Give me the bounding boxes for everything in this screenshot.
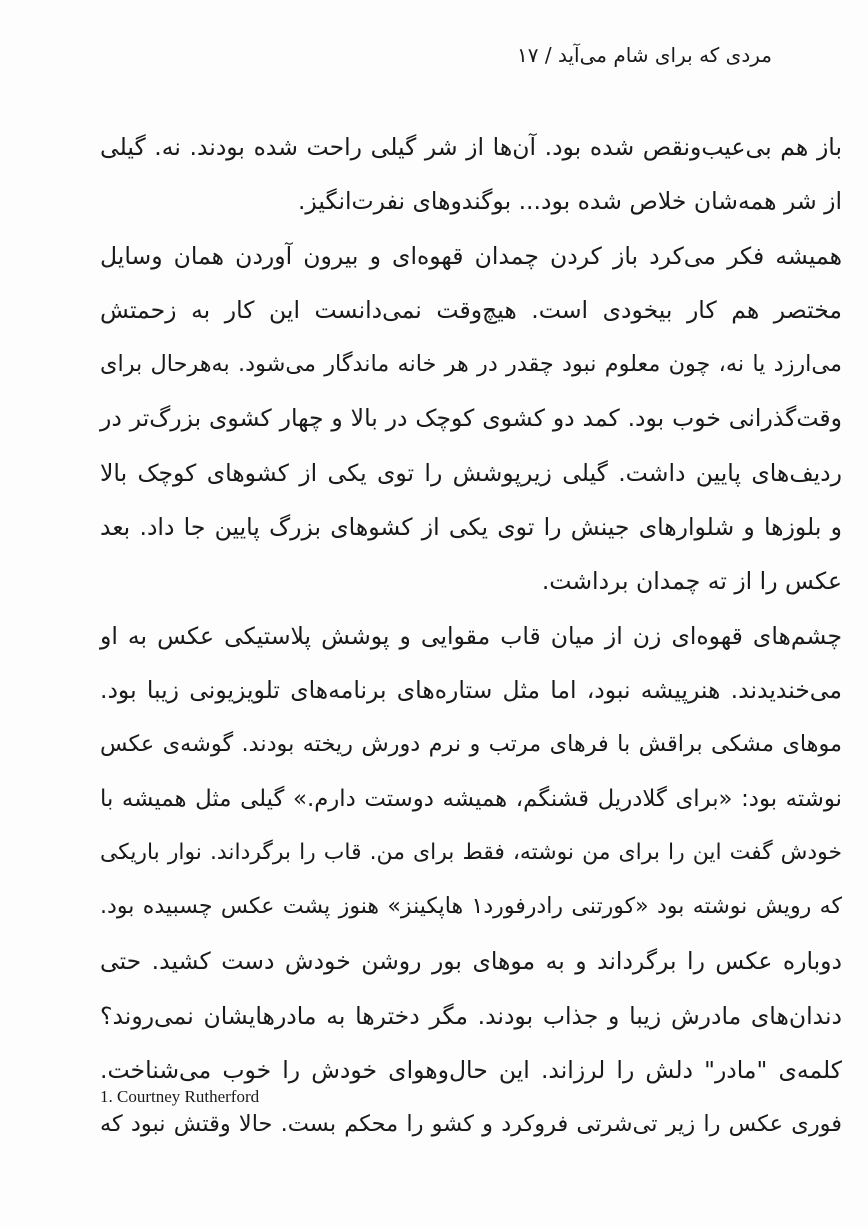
- footnote: 1. Courtney Rutherford: [100, 1087, 260, 1106]
- text-line: می‌خندیدند. هنرپیشه نبود، اما مثل ستاره‌های برنامه‌های تلویزیونی زیبا بود.: [100, 675, 842, 704]
- text-line: و بلوزها و شلوارهای جینش را توی یکی از کشوهای بزرگ پایین جا داد. بعد: [100, 513, 842, 542]
- body-text: [100, 120, 842, 1152]
- text-line: کلمه‌ی "مادر" دلش را لرزاند. این حال‌وهوای خودش را خوب می‌شناخت.: [100, 1056, 842, 1085]
- running-head: مردی که برای شام می‌آید / ۱۷: [517, 43, 772, 67]
- text-line: می‌ارزد یا نه، چون معلوم نبود چقدر در هر خانه ماندگار می‌شود. به‌هرحال برای: [100, 351, 842, 378]
- text-line: از شر همه‌شان خلاص شده بود... بوگندوهای نفرت‌انگیز.: [297, 187, 842, 216]
- text-line: خودش گفت این را برای من نوشته، فقط برای من. قاب را برگرداند. نوار باریکی: [100, 839, 842, 865]
- text-line: موهای مشکی براقش با فرهای مرتب و نرم دورش ریخته بودند. گوشه‌ی عکس: [100, 731, 842, 758]
- text-line: نوشته بود: «برای گلادریل قشنگم، همیشه دوستت دارم.» گیلی مثل همیشه با: [100, 785, 842, 812]
- text-line: مختصر هم کار بیخودی است. هیچ‌وقت نمی‌دانست این کار به زحمتش: [100, 295, 842, 324]
- text-line: ردیف‌های پایین داشت. گیلی زیرپوشش را توی یکی از کشوهای کوچک بالا: [100, 458, 842, 487]
- text-line: باز هم بی‌عیب‌ونقص شده بود. آن‌ها از شر گیلی راحت شده بودند. نه. گیلی: [100, 133, 842, 161]
- text-line: چشم‌های قهوه‌ای زن از میان قاب مقوایی و پوشش پلاستیکی عکس به او: [100, 621, 842, 650]
- text-line: وقت‌گذرانی خوب بود. کمد دو کشوی کوچک در بالا و چهار کشوی بزرگ‌تر در: [100, 404, 842, 433]
- text-line: که رویش نوشته بود «کورتنی رادرفورد۱ هاپکینز» هنوز پشت عکس چسبیده بود.: [100, 894, 843, 920]
- text-line: فوری عکس را زیر تی‌شرتی فروکرد و کشو را محکم بست. حالا وقتش نبود که: [100, 1111, 842, 1138]
- text-line: عکس را از ته چمدان برداشت.: [541, 567, 842, 596]
- text-line: دوباره عکس را برگرداند و به موهای بور روشن خودش دست کشید. حتی: [100, 947, 842, 976]
- text-line: همیشه فکر می‌کرد باز کردن چمدان قهوه‌ای و بیرون آوردن همان وسایل: [100, 241, 842, 270]
- text-line: دندان‌های مادرش زیبا و جذاب بودند. مگر دخترها به مادرهایشان نمی‌روند؟: [100, 1001, 842, 1030]
